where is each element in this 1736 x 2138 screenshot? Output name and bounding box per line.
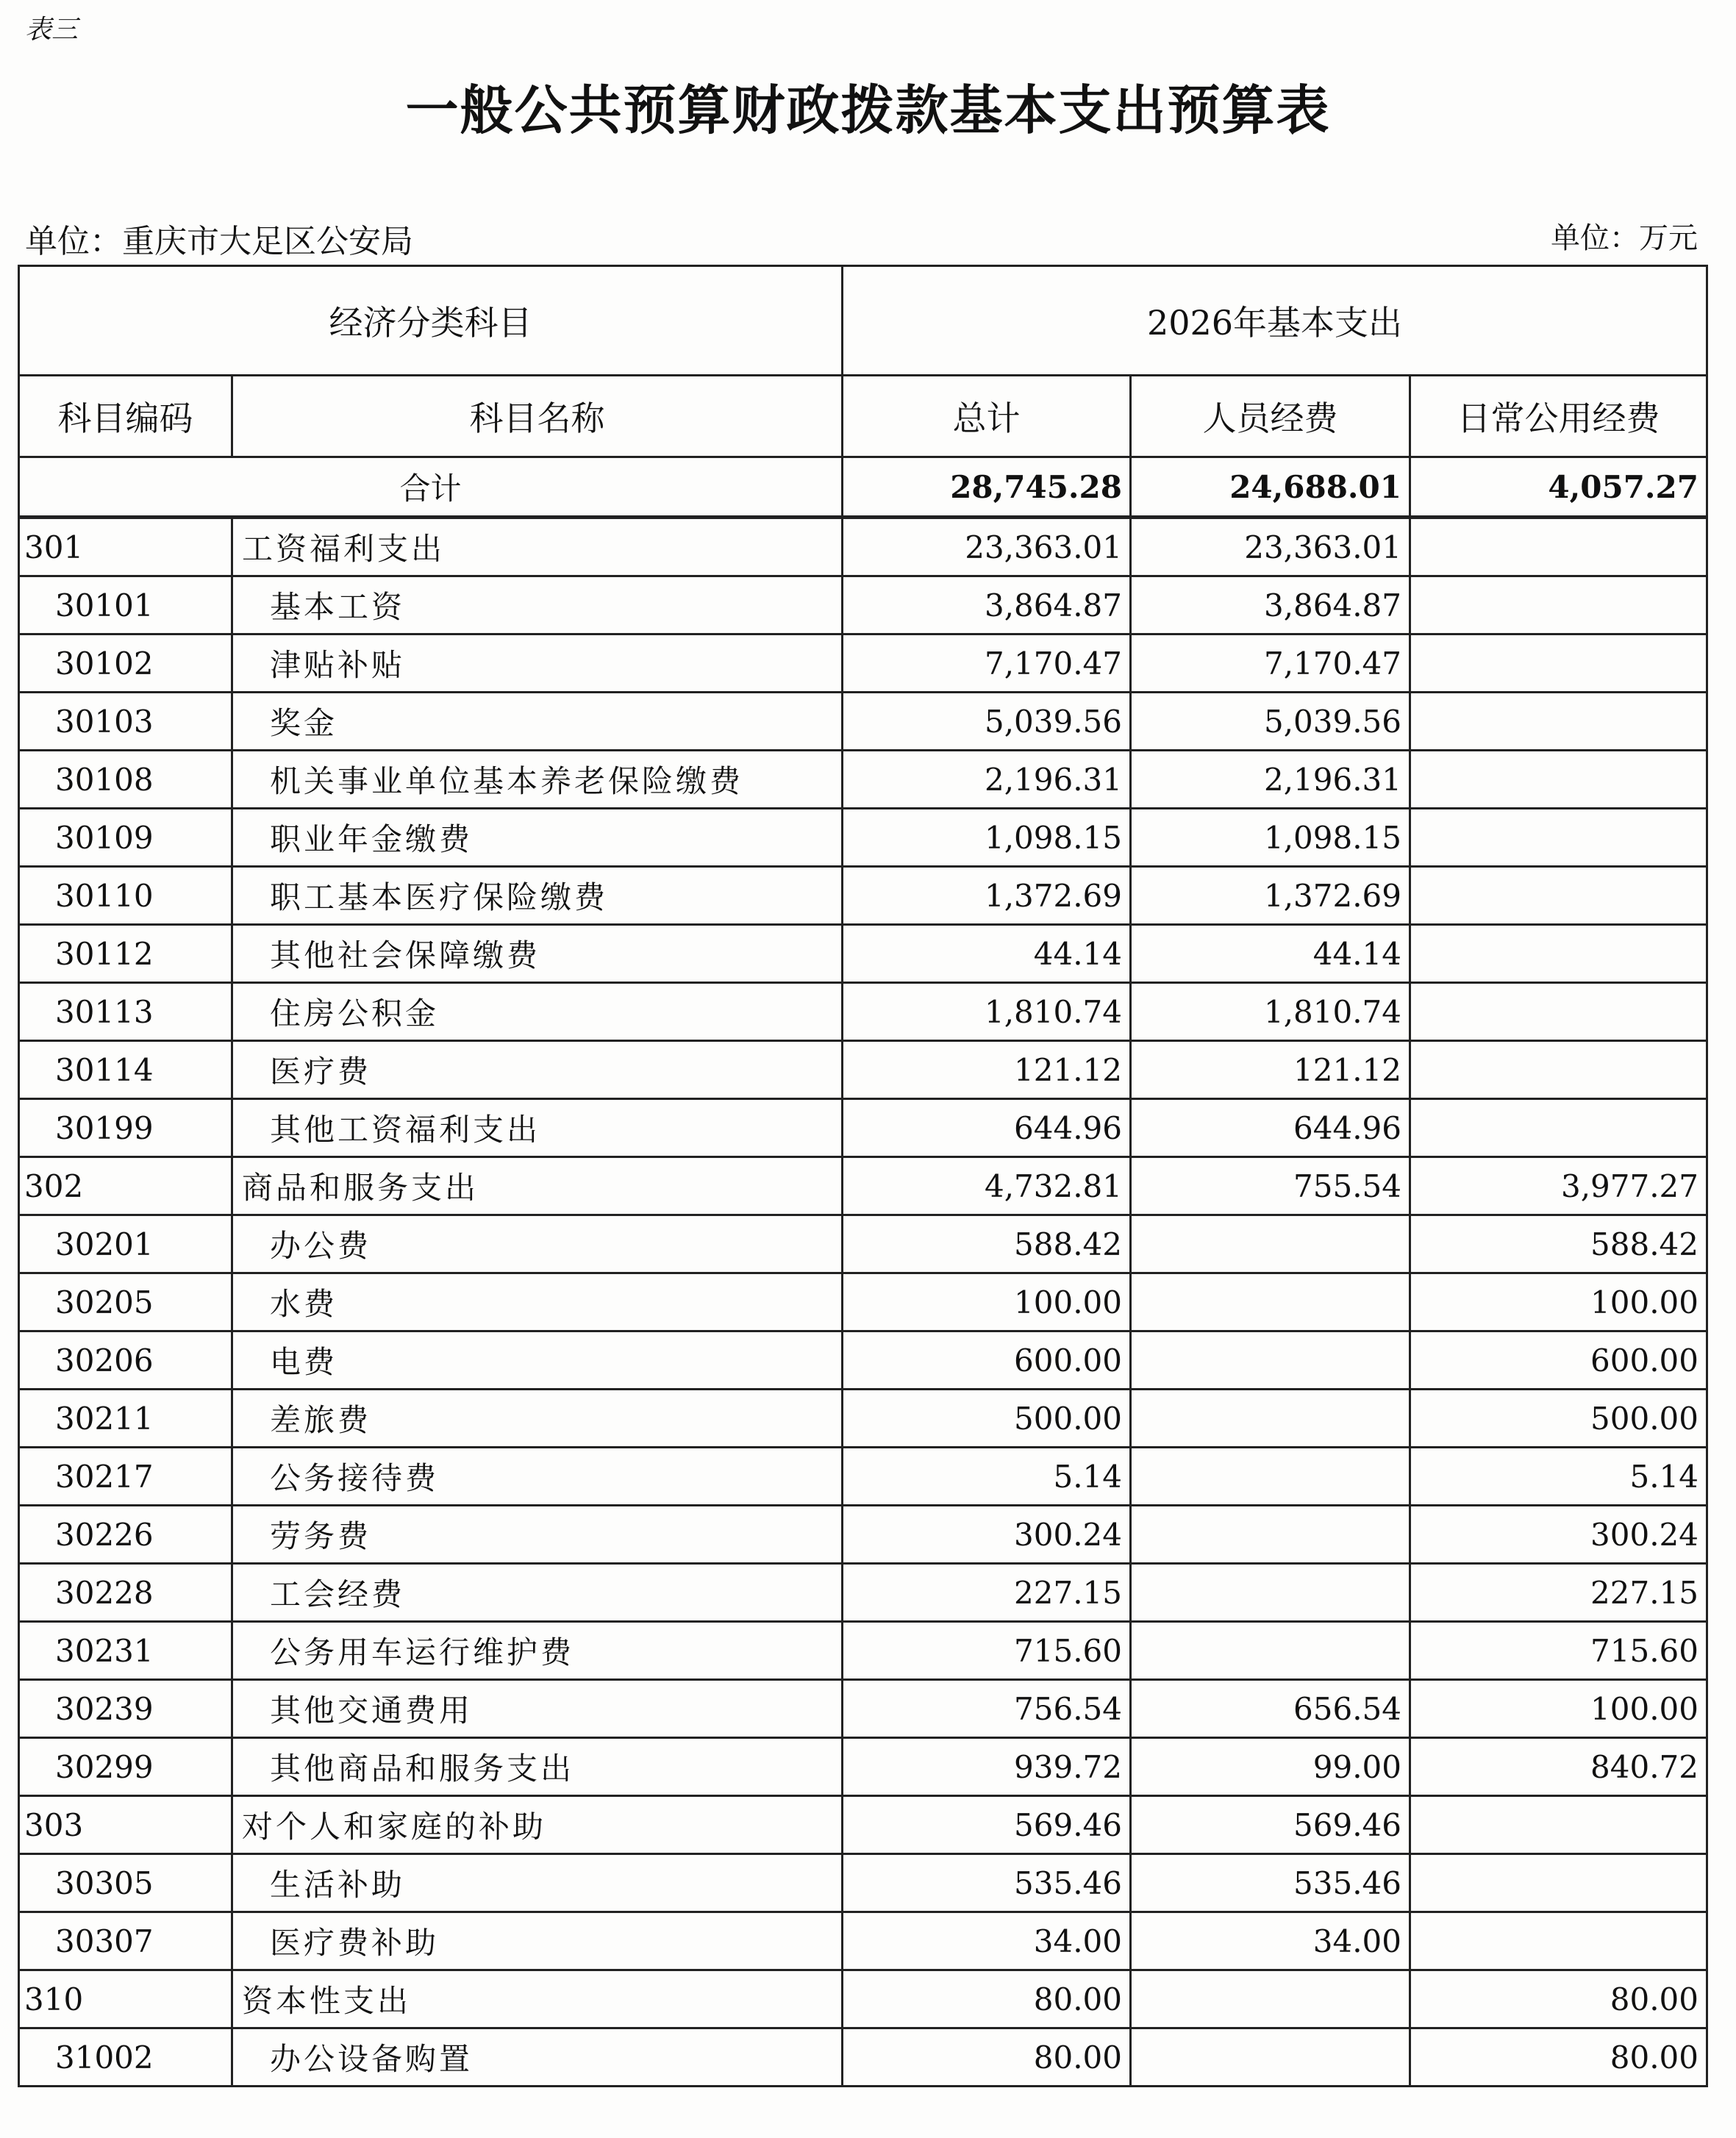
row-code: 30110 — [19, 867, 232, 925]
row-personnel — [1131, 1331, 1410, 1390]
row-personnel — [1131, 1506, 1410, 1564]
row-personnel: 1,810.74 — [1131, 983, 1410, 1041]
row-personnel — [1131, 1970, 1410, 2028]
table-row — [19, 983, 1707, 1041]
table-row — [19, 693, 1707, 751]
row-public: 80.00 — [1410, 2028, 1707, 2087]
row-personnel: 121.12 — [1131, 1041, 1410, 1099]
header-total: 总计 — [843, 376, 1131, 457]
table-row — [19, 1041, 1707, 1099]
row-public — [1410, 751, 1707, 809]
row-total: 644.96 — [843, 1099, 1131, 1157]
row-name: 商品和服务支出 — [232, 1157, 843, 1215]
table-row — [19, 1796, 1707, 1854]
row-name: 对个人和家庭的补助 — [232, 1796, 843, 1854]
row-code: 30108 — [19, 751, 232, 809]
row-code: 30231 — [19, 1622, 232, 1680]
row-total: 588.42 — [843, 1215, 1131, 1273]
row-total: 2,196.31 — [843, 751, 1131, 809]
table-row — [19, 576, 1707, 634]
row-total: 23,363.01 — [843, 518, 1131, 576]
row-total: 5.14 — [843, 1448, 1131, 1506]
row-personnel: 3,864.87 — [1131, 576, 1410, 634]
row-total: 939.72 — [843, 1738, 1131, 1796]
table-row — [19, 1448, 1707, 1506]
row-total: 4,732.81 — [843, 1157, 1131, 1215]
row-name: 差旅费 — [232, 1390, 843, 1448]
row-name: 其他交通费用 — [232, 1680, 843, 1738]
row-personnel: 755.54 — [1131, 1157, 1410, 1215]
row-code: 30199 — [19, 1099, 232, 1157]
row-name: 其他工资福利支出 — [232, 1099, 843, 1157]
table-row — [19, 1564, 1707, 1622]
row-name: 职业年金缴费 — [232, 809, 843, 867]
row-total: 756.54 — [843, 1680, 1131, 1738]
summary-personnel: 24,688.01 — [1131, 457, 1410, 518]
row-name: 津贴补贴 — [232, 634, 843, 693]
header-public: 日常公用经费 — [1410, 376, 1707, 457]
row-code: 30239 — [19, 1680, 232, 1738]
row-public — [1410, 1041, 1707, 1099]
row-name: 劳务费 — [232, 1506, 843, 1564]
row-public — [1410, 1854, 1707, 1912]
row-personnel: 7,170.47 — [1131, 634, 1410, 693]
row-name: 工资福利支出 — [232, 518, 843, 576]
table-label: 表三 — [25, 15, 79, 45]
row-public — [1410, 867, 1707, 925]
row-public — [1410, 925, 1707, 983]
row-code: 31002 — [19, 2028, 232, 2087]
row-personnel — [1131, 1273, 1410, 1331]
row-name: 其他商品和服务支出 — [232, 1738, 843, 1796]
row-personnel — [1131, 2028, 1410, 2087]
header-code: 科目编码 — [19, 376, 232, 457]
row-code: 30114 — [19, 1041, 232, 1099]
row-total: 7,170.47 — [843, 634, 1131, 693]
row-public: 227.15 — [1410, 1564, 1707, 1622]
summary-public: 4,057.27 — [1410, 457, 1707, 518]
row-code: 30217 — [19, 1448, 232, 1506]
row-personnel — [1131, 1564, 1410, 1622]
row-total: 80.00 — [843, 1970, 1131, 2028]
row-name: 机关事业单位基本养老保险缴费 — [232, 751, 843, 809]
row-total: 80.00 — [843, 2028, 1131, 2087]
table-row — [19, 1854, 1707, 1912]
row-public — [1410, 1912, 1707, 1970]
row-personnel — [1131, 1390, 1410, 1448]
row-total: 1,098.15 — [843, 809, 1131, 867]
row-personnel: 99.00 — [1131, 1738, 1410, 1796]
row-public — [1410, 518, 1707, 576]
row-code: 30305 — [19, 1854, 232, 1912]
row-name: 住房公积金 — [232, 983, 843, 1041]
row-personnel: 1,372.69 — [1131, 867, 1410, 925]
row-public — [1410, 1796, 1707, 1854]
row-name: 基本工资 — [232, 576, 843, 634]
table-row — [19, 809, 1707, 867]
row-public: 715.60 — [1410, 1622, 1707, 1680]
row-code: 30109 — [19, 809, 232, 867]
table-row — [19, 1390, 1707, 1448]
header-name: 科目名称 — [232, 376, 843, 457]
row-code: 30113 — [19, 983, 232, 1041]
row-name: 生活补助 — [232, 1854, 843, 1912]
row-personnel — [1131, 1215, 1410, 1273]
header-personnel: 人员经费 — [1131, 376, 1410, 457]
page-title: 一般公共预算财政拨款基本支出预算表 — [405, 79, 1331, 141]
table-row — [19, 1157, 1707, 1215]
row-total: 1,810.74 — [843, 983, 1131, 1041]
row-code: 30101 — [19, 576, 232, 634]
row-personnel: 535.46 — [1131, 1854, 1410, 1912]
table-row — [19, 2028, 1707, 2087]
budget-table — [18, 265, 1708, 2087]
row-public: 600.00 — [1410, 1331, 1707, 1390]
table-row — [19, 1970, 1707, 2028]
row-code: 302 — [19, 1157, 232, 1215]
table-row — [19, 518, 1707, 576]
row-total: 500.00 — [843, 1390, 1131, 1448]
row-personnel: 644.96 — [1131, 1099, 1410, 1157]
row-name: 医疗费 — [232, 1041, 843, 1099]
row-name: 公务接待费 — [232, 1448, 843, 1506]
row-personnel: 569.46 — [1131, 1796, 1410, 1854]
row-personnel — [1131, 1622, 1410, 1680]
row-name: 办公设备购置 — [232, 2028, 843, 2087]
table-row — [19, 634, 1707, 693]
row-code: 30103 — [19, 693, 232, 751]
unit-currency: 单位：万元 — [1551, 221, 1698, 255]
row-public: 500.00 — [1410, 1390, 1707, 1448]
table-row — [19, 867, 1707, 925]
row-public: 100.00 — [1410, 1273, 1707, 1331]
row-total: 300.24 — [843, 1506, 1131, 1564]
row-code: 30205 — [19, 1273, 232, 1331]
row-total: 1,372.69 — [843, 867, 1131, 925]
header-year-basic: 2026年基本支出 — [843, 266, 1707, 376]
row-code: 30299 — [19, 1738, 232, 1796]
table-row — [19, 925, 1707, 983]
table-row — [19, 1506, 1707, 1564]
row-total: 600.00 — [843, 1331, 1131, 1390]
row-name: 水费 — [232, 1273, 843, 1331]
row-code: 30112 — [19, 925, 232, 983]
table-row — [19, 1215, 1707, 1273]
row-personnel: 656.54 — [1131, 1680, 1410, 1738]
row-name: 公务用车运行维护费 — [232, 1622, 843, 1680]
row-name: 医疗费补助 — [232, 1912, 843, 1970]
row-name: 其他社会保障缴费 — [232, 925, 843, 983]
row-total: 535.46 — [843, 1854, 1131, 1912]
row-public — [1410, 809, 1707, 867]
row-total: 121.12 — [843, 1041, 1131, 1099]
table-row — [19, 1099, 1707, 1157]
table-row — [19, 1912, 1707, 1970]
table-row — [19, 1273, 1707, 1331]
summary-row — [19, 457, 1707, 518]
row-code: 310 — [19, 1970, 232, 2028]
table-row — [19, 1622, 1707, 1680]
row-total: 3,864.87 — [843, 576, 1131, 634]
row-public: 5.14 — [1410, 1448, 1707, 1506]
row-name: 奖金 — [232, 693, 843, 751]
row-name: 资本性支出 — [232, 1970, 843, 2028]
row-code: 30201 — [19, 1215, 232, 1273]
table-row — [19, 751, 1707, 809]
unit-organization: 单位：重庆市大足区公安局 — [25, 223, 413, 260]
row-name: 电费 — [232, 1331, 843, 1390]
table-row — [19, 1738, 1707, 1796]
row-code: 303 — [19, 1796, 232, 1854]
row-total: 715.60 — [843, 1622, 1131, 1680]
row-public — [1410, 634, 1707, 693]
row-code: 30102 — [19, 634, 232, 693]
row-total: 44.14 — [843, 925, 1131, 983]
row-code: 30206 — [19, 1331, 232, 1390]
row-personnel: 34.00 — [1131, 1912, 1410, 1970]
row-name: 职工基本医疗保险缴费 — [232, 867, 843, 925]
row-public: 100.00 — [1410, 1680, 1707, 1738]
row-public: 3,977.27 — [1410, 1157, 1707, 1215]
row-code: 301 — [19, 518, 232, 576]
row-personnel: 1,098.15 — [1131, 809, 1410, 867]
row-total: 100.00 — [843, 1273, 1131, 1331]
row-public: 300.24 — [1410, 1506, 1707, 1564]
row-public: 80.00 — [1410, 1970, 1707, 2028]
summary-label: 合计 — [19, 457, 843, 518]
row-personnel: 2,196.31 — [1131, 751, 1410, 809]
row-name: 办公费 — [232, 1215, 843, 1273]
row-name: 工会经费 — [232, 1564, 843, 1622]
row-code: 30226 — [19, 1506, 232, 1564]
row-public — [1410, 576, 1707, 634]
table-row — [19, 1680, 1707, 1738]
row-personnel: 44.14 — [1131, 925, 1410, 983]
row-code: 30307 — [19, 1912, 232, 1970]
header-row-group — [19, 266, 1707, 376]
row-public: 840.72 — [1410, 1738, 1707, 1796]
row-code: 30228 — [19, 1564, 232, 1622]
row-total: 227.15 — [843, 1564, 1131, 1622]
row-public: 588.42 — [1410, 1215, 1707, 1273]
header-row-columns — [19, 376, 1707, 457]
row-personnel: 23,363.01 — [1131, 518, 1410, 576]
row-personnel — [1131, 1448, 1410, 1506]
header-economic-category: 经济分类科目 — [19, 266, 843, 376]
row-personnel: 5,039.56 — [1131, 693, 1410, 751]
table-row — [19, 1331, 1707, 1390]
row-public — [1410, 693, 1707, 751]
row-public — [1410, 983, 1707, 1041]
row-public — [1410, 1099, 1707, 1157]
row-total: 569.46 — [843, 1796, 1131, 1854]
row-code: 30211 — [19, 1390, 232, 1448]
row-total: 5,039.56 — [843, 693, 1131, 751]
summary-total: 28,745.28 — [843, 457, 1131, 518]
row-total: 34.00 — [843, 1912, 1131, 1970]
